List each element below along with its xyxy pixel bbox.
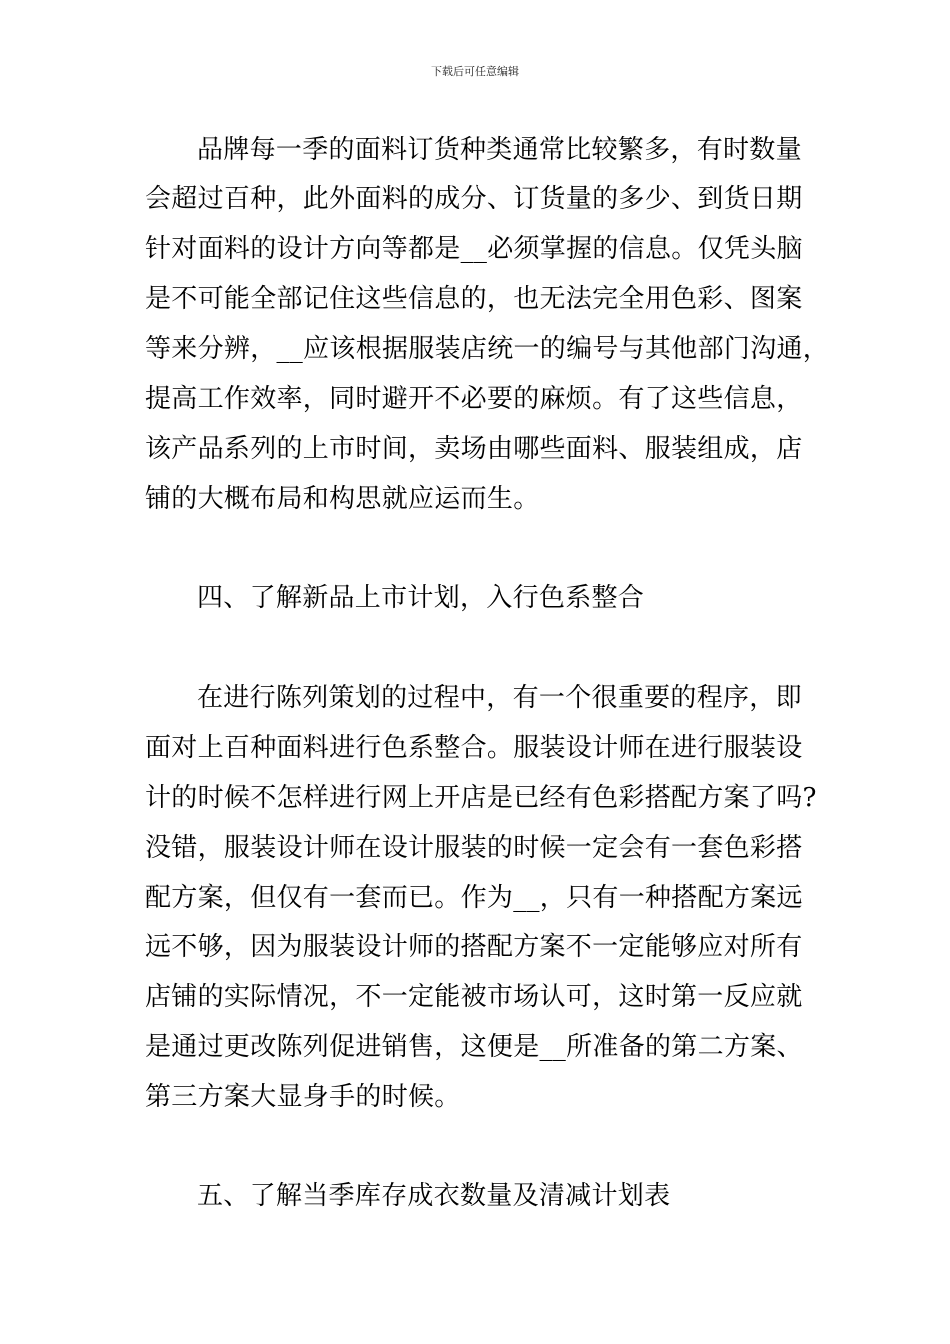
section-heading-5: 五、了解当季库存成衣数量及清减计划表 [197, 1181, 671, 1211]
paragraph-1-line: 等来分辨，__应该根据服装店统一的编号与其他部门沟通， [145, 334, 830, 364]
paragraph-1-line: 针对面料的设计方向等都是__必须掌握的信息。仅凭头脑 [145, 234, 803, 264]
paragraph-2-line: 没错，服装设计师在设计服装的时候一定会有一套色彩搭 [145, 833, 803, 863]
paragraph-2-line: 计的时候不怎样进行网上开店是已经有色彩搭配方案了吗? [145, 783, 817, 813]
page-header: 下载后可任意编辑 [431, 65, 519, 78]
paragraph-2-line: 配方案，但仅有一套而已。作为__，只有一种搭配方案远 [145, 883, 803, 913]
paragraph-2-line: 面对上百种面料进行色系整合。服装设计师在进行服装设 [145, 733, 803, 763]
paragraph-2-line: 在进行陈列策划的过程中，有一个很重要的程序，即 [197, 683, 802, 713]
paragraph-1-line: 提高工作效率，同时避开不必要的麻烦。有了这些信息， [145, 384, 803, 414]
paragraph-1-line: 品牌每一季的面料订货种类通常比较繁多，有时数量 [197, 135, 802, 165]
paragraph-2-line: 第三方案大显身手的时候。 [145, 1082, 461, 1112]
paragraph-1-line: 铺的大概布局和构思就应运而生。 [145, 484, 540, 514]
paragraph-1-line: 是不可能全部记住这些信息的，也无法完全用色彩、图案 [145, 284, 803, 314]
paragraph-1-line: 会超过百种，此外面料的成分、订货量的多少、到货日期 [145, 184, 803, 214]
section-heading-4: 四、了解新品上市计划，入行色系整合 [197, 583, 645, 613]
paragraph-2-line: 店铺的实际情况，不一定能被市场认可，这时第一反应就 [145, 982, 803, 1012]
paragraph-1-line: 该产品系列的上市时间，卖场由哪些面料、服装组成，店 [145, 434, 803, 464]
paragraph-2-line: 是通过更改陈列促进销售，这便是__所准备的第二方案、 [145, 1032, 803, 1062]
paragraph-2-line: 远不够，因为服装设计师的搭配方案不一定能够应对所有 [145, 932, 803, 962]
